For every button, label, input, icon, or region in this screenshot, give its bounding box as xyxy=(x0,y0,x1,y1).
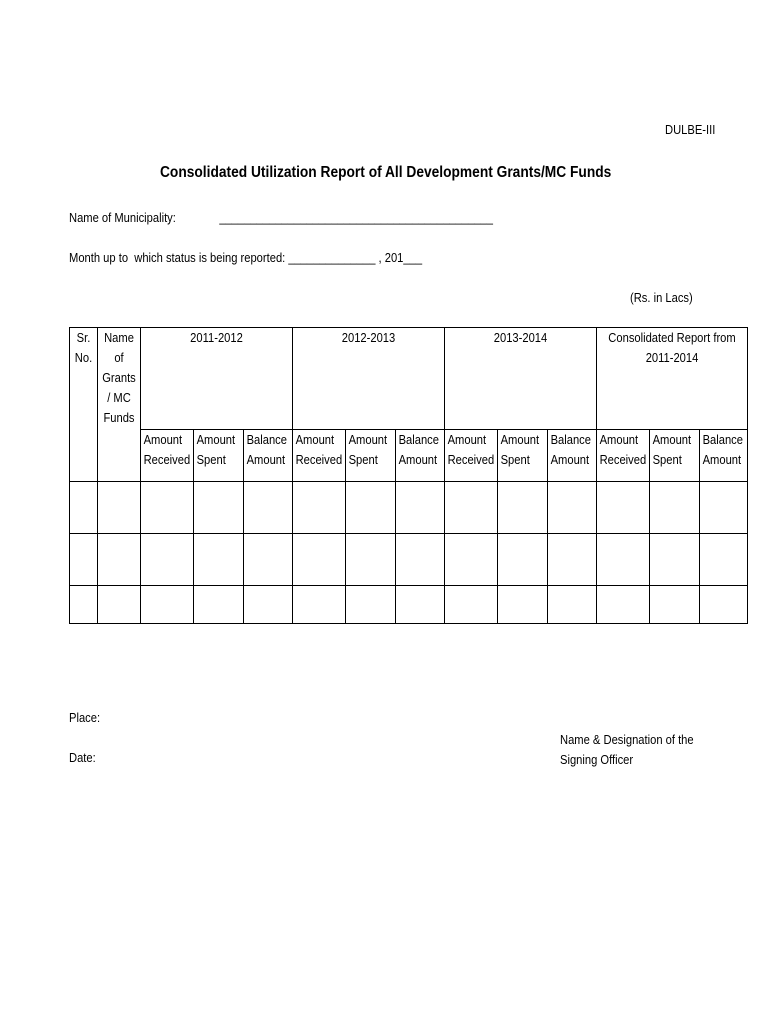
signing-officer-label xyxy=(560,730,694,770)
blank-cell xyxy=(597,534,650,586)
header-name-line: of xyxy=(114,350,124,365)
blank-cell xyxy=(244,482,293,534)
sub-header-line: Balance xyxy=(398,432,440,447)
sub-header-line: Spent xyxy=(500,452,530,467)
signer-line: Name & Designation of the xyxy=(560,732,694,747)
header-period-2013-2014 xyxy=(445,328,597,430)
date-label: Date: xyxy=(69,750,96,765)
sub-header-line: Amount xyxy=(702,452,742,467)
sub-header-line: Amount xyxy=(500,432,540,447)
blank-cell xyxy=(396,482,445,534)
blank-cell xyxy=(98,534,141,586)
header-name-line: / MC xyxy=(107,390,131,405)
sub-header-line: Amount xyxy=(447,432,487,447)
sub-header-line: Balance xyxy=(246,432,287,447)
table-row xyxy=(70,534,748,586)
sub-header-line: Amount xyxy=(398,452,438,467)
place-label: Place: xyxy=(69,710,101,725)
sub-header-line: Spent xyxy=(652,452,682,467)
blank-cell xyxy=(445,586,498,624)
blank-cell xyxy=(70,534,98,586)
blank-cell xyxy=(194,482,244,534)
period-label: 2013-2014 xyxy=(493,330,548,345)
form-code: DULBE-III xyxy=(665,122,716,137)
blank-cell xyxy=(597,586,650,624)
sub-header-line: Spent xyxy=(348,452,378,467)
sub-header-amount-received xyxy=(445,430,498,482)
header-name-line: Name xyxy=(104,330,134,345)
table-row xyxy=(70,586,748,624)
signer-line: Signing Officer xyxy=(560,752,634,767)
sub-header-balance-amount xyxy=(396,430,445,482)
sub-header-line: Amount xyxy=(550,452,590,467)
blank-cell xyxy=(98,586,141,624)
sub-header-line: Amount xyxy=(295,432,335,447)
sub-header-amount-received xyxy=(141,430,194,482)
blank-cell xyxy=(141,586,194,624)
blank-cell xyxy=(650,482,700,534)
consolidated-label: 2011-2014 xyxy=(645,350,699,365)
blank-cell xyxy=(194,586,244,624)
units-note: (Rs. in Lacs) xyxy=(630,290,693,305)
sub-header-line: Balance xyxy=(702,432,744,447)
sub-header-line: Spent xyxy=(196,452,226,467)
blank-cell xyxy=(70,586,98,624)
blank-cell xyxy=(498,534,548,586)
sub-header-line: Amount xyxy=(652,432,692,447)
blank-cell xyxy=(293,586,346,624)
blank-cell xyxy=(445,534,498,586)
blank-cell xyxy=(498,482,548,534)
sub-header-amount-spent xyxy=(498,430,548,482)
blank-cell xyxy=(650,534,700,586)
sub-header-line: Received xyxy=(143,452,191,467)
sub-header-row xyxy=(70,430,748,482)
period-label: 2012-2013 xyxy=(341,330,396,345)
sub-header-line: Amount xyxy=(143,432,183,447)
blank-cell xyxy=(498,586,548,624)
header-sr-line: No. xyxy=(74,350,93,365)
blank-cell xyxy=(293,482,346,534)
header-name-line: Grants xyxy=(102,370,136,385)
page-title: Consolidated Utilization Report of All Development Grants/MC Funds xyxy=(160,164,612,181)
blank-cell xyxy=(396,534,445,586)
blank-cell xyxy=(244,534,293,586)
blank-cell xyxy=(346,534,396,586)
blank-cell xyxy=(548,482,597,534)
municipality-field: Name of Municipality: ____________________________________________ xyxy=(69,210,493,225)
sub-header-balance-amount xyxy=(700,430,748,482)
utilization-table xyxy=(69,327,748,624)
blank-cell xyxy=(700,482,748,534)
header-name-line: Funds xyxy=(103,410,135,425)
blank-cell xyxy=(548,534,597,586)
sub-header-line: Amount xyxy=(196,432,236,447)
sub-header-balance-amount xyxy=(244,430,293,482)
blank-cell xyxy=(700,586,748,624)
blank-cell xyxy=(700,534,748,586)
sub-header-amount-received xyxy=(597,430,650,482)
period-label: 2011-2012 xyxy=(190,330,243,345)
blank-cell xyxy=(98,482,141,534)
sub-header-line: Received xyxy=(295,452,343,467)
sub-header-line: Amount xyxy=(599,432,639,447)
blank-cell xyxy=(396,586,445,624)
blank-cell xyxy=(445,482,498,534)
header-period-2012-2013 xyxy=(293,328,445,430)
sub-header-amount-spent xyxy=(194,430,244,482)
header-sr-line: Sr. xyxy=(76,330,91,345)
header-sr-no xyxy=(70,328,98,482)
blank-cell xyxy=(293,534,346,586)
sub-header-amount-received xyxy=(293,430,346,482)
header-consolidated xyxy=(597,328,748,430)
sub-header-amount-spent xyxy=(650,430,700,482)
table-row xyxy=(70,482,748,534)
blank-cell xyxy=(70,482,98,534)
sub-header-line: Received xyxy=(447,452,495,467)
blank-cell xyxy=(141,534,194,586)
blank-cell xyxy=(650,586,700,624)
blank-cell xyxy=(597,482,650,534)
blank-cell xyxy=(194,534,244,586)
consolidated-label: Consolidated Report from xyxy=(608,330,736,345)
header-period-2011-2012 xyxy=(141,328,293,430)
sub-header-amount-spent xyxy=(346,430,396,482)
month-field: Month up to which status is being reported: ______________ , 201___ xyxy=(69,250,423,265)
blank-cell xyxy=(548,586,597,624)
blank-cell xyxy=(346,482,396,534)
sub-header-balance-amount xyxy=(548,430,597,482)
blank-cell xyxy=(244,586,293,624)
sub-header-line: Received xyxy=(599,452,647,467)
sub-header-line: Amount xyxy=(246,452,286,467)
header-grant-name xyxy=(98,328,141,482)
sub-header-line: Amount xyxy=(348,432,388,447)
blank-cell xyxy=(141,482,194,534)
sub-header-line: Balance xyxy=(550,432,592,447)
blank-cell xyxy=(346,586,396,624)
